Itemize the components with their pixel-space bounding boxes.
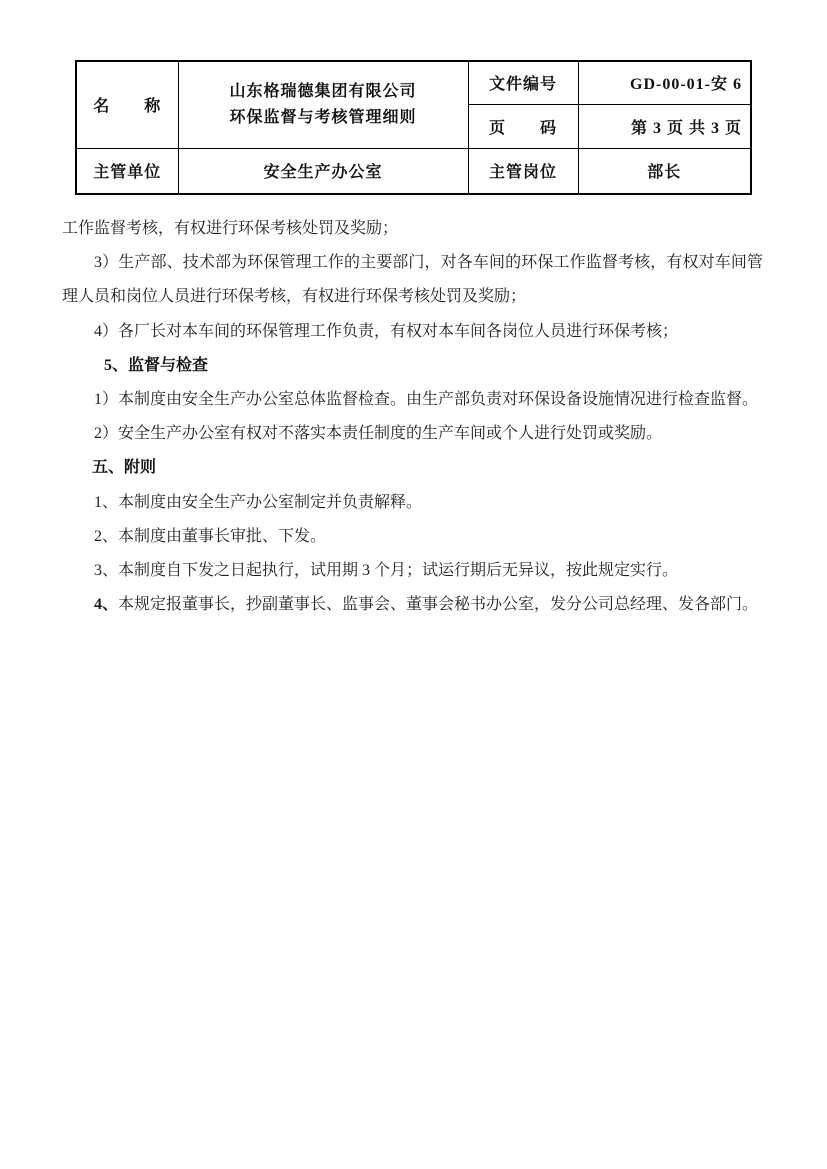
name-label-cell: 名 称 bbox=[76, 61, 178, 148]
paragraph-text: 2、本制度由董事长审批、下发。 bbox=[94, 527, 327, 545]
paragraph bbox=[62, 520, 763, 554]
paragraph bbox=[62, 451, 763, 485]
page-number-value: 第 3 页 共 3 页 bbox=[578, 104, 751, 148]
document-title-cell bbox=[178, 61, 468, 148]
paragraph-text: 1）本制度由安全生产办公室总体监督检查。由生产部负责对环保设备设施情况进行检查监督。 bbox=[94, 391, 759, 409]
paragraph bbox=[62, 383, 763, 417]
paragraph bbox=[62, 554, 763, 588]
paragraph bbox=[62, 315, 763, 349]
paragraph-text: 4、 bbox=[94, 596, 119, 614]
paragraph-text: 本规定报董事长，抄副董事长、监事会、董事会秘书办公室，发分公司总经理、发各部门。 bbox=[118, 596, 759, 614]
doc-number-value: GD-00-01-安 6 bbox=[578, 61, 751, 104]
supervising-unit-label: 主管单位 bbox=[76, 148, 178, 194]
supervising-unit-value: 安全生产办公室 bbox=[178, 148, 468, 194]
paragraph bbox=[62, 349, 763, 383]
document-body bbox=[62, 212, 763, 622]
paragraph-text: 3）生产部、技术部为环保管理工作的主要部门，对各车间的环保工作监督考核，有权对车间管理人员和岗位人员进行环保考核，有权进行环保考核处罚及奖励； bbox=[62, 254, 763, 306]
paragraph-text: 3、本制度自下发之日起执行，试用期 3 个月；试运行期后无异议，按此规定实行。 bbox=[94, 562, 679, 580]
company-name: 山东格瑞德集团有限公司 bbox=[229, 82, 417, 100]
paragraph-text: 工作监督考核，有权进行环保考核处罚及奖励； bbox=[62, 220, 399, 237]
paragraph-text: 五、附则 bbox=[92, 459, 157, 477]
supervising-post-label: 主管岗位 bbox=[468, 148, 578, 194]
paragraph-text: 5、监督与检查 bbox=[104, 356, 209, 374]
document-title: 环保监督与考核管理细则 bbox=[229, 108, 417, 126]
header-table bbox=[75, 60, 752, 195]
paragraph bbox=[62, 486, 763, 520]
paragraph bbox=[62, 212, 763, 246]
page-number-label: 页 码 bbox=[468, 104, 578, 148]
paragraph bbox=[62, 246, 763, 314]
paragraph bbox=[62, 588, 763, 622]
paragraph-text: 4）各厂长对本车间的环保管理工作负责，有权对本车间各岗位人员进行环保考核； bbox=[94, 322, 679, 340]
doc-number-label: 文件编号 bbox=[468, 61, 578, 104]
paragraph-text: 2）安全生产办公室有权对不落实本责任制度的生产车间或个人进行处罚或奖励。 bbox=[94, 425, 663, 443]
supervising-post-value: 部长 bbox=[578, 148, 751, 194]
paragraph bbox=[62, 417, 763, 451]
paragraph-text: 1、本制度由安全生产办公室制定并负责解释。 bbox=[94, 493, 423, 511]
